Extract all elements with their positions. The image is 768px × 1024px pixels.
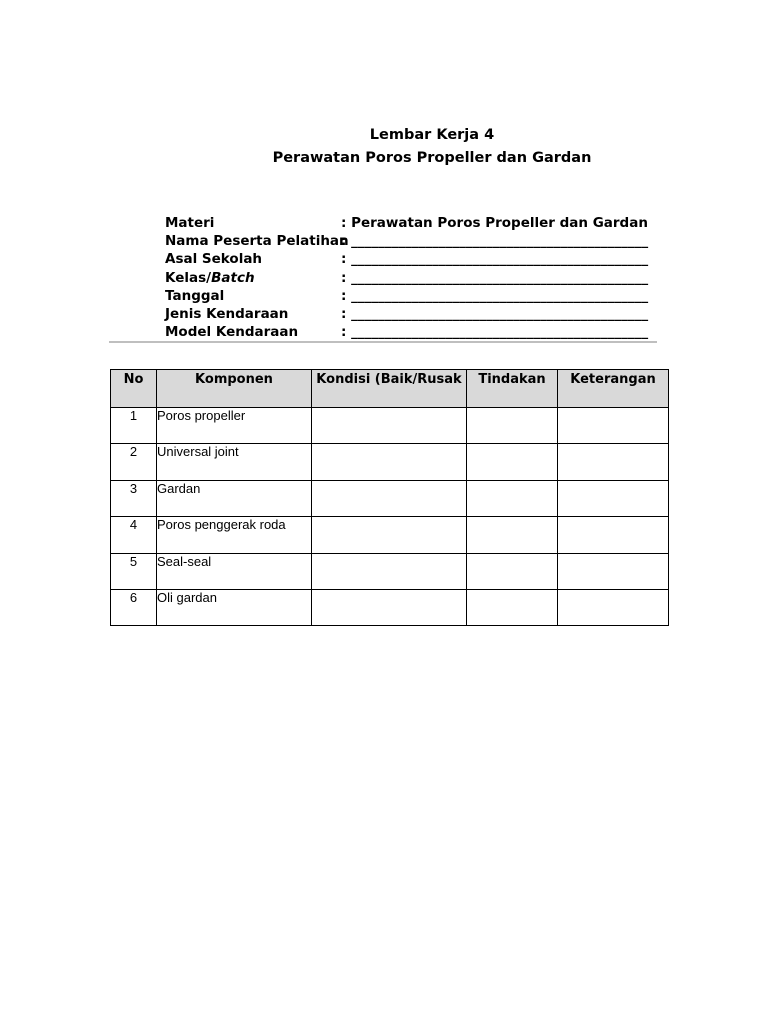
worksheet-title <box>0 124 768 170</box>
cell-tindakan-blank[interactable] <box>467 553 558 589</box>
inspection-table <box>110 369 669 626</box>
cell-keterangan-blank[interactable] <box>558 553 669 589</box>
field-label: Jenis Kendaraan <box>165 305 289 322</box>
cell-kondisi-blank[interactable] <box>312 553 467 589</box>
field-blank-line: : ____________________________________________ <box>341 324 649 341</box>
cell-no: 4 <box>111 517 157 553</box>
field-asal-sekolah <box>165 250 648 268</box>
column-header-kondisi: Kondisi (Baik/Rusak <box>312 370 467 408</box>
table-row <box>111 444 669 480</box>
horizontal-divider <box>109 341 657 343</box>
cell-kondisi-blank[interactable] <box>312 589 467 625</box>
cell-no: 5 <box>111 553 157 589</box>
table-row <box>111 517 669 553</box>
field-value: : Perawatan Poros Propeller dan Gardan <box>341 215 648 231</box>
cell-no: 1 <box>111 408 157 444</box>
field-blank-line: : ____________________________________________ <box>341 269 649 286</box>
field-label: Asal Sekolah <box>165 251 263 268</box>
cell-komponen: Seal-seal <box>157 553 312 589</box>
field-blank-line: : ____________________________________________ <box>341 305 649 322</box>
cell-komponen: Universal joint <box>157 444 312 480</box>
field-blank-line: : ____________________________________________ <box>341 233 649 250</box>
cell-keterangan-blank[interactable] <box>558 408 669 444</box>
cell-keterangan-blank[interactable] <box>558 589 669 625</box>
table-row <box>111 480 669 516</box>
cell-keterangan-blank[interactable] <box>558 480 669 516</box>
field-label: Model Kendaraan <box>165 324 299 341</box>
table-row <box>111 408 669 444</box>
cell-tindakan-blank[interactable] <box>467 444 558 480</box>
cell-komponen: Poros penggerak roda <box>157 517 312 553</box>
field-label <box>165 269 341 287</box>
cell-tindakan-blank[interactable] <box>467 517 558 553</box>
cell-no: 6 <box>111 589 157 625</box>
field-blank-line: : ____________________________________________ <box>341 287 649 304</box>
field-label-plain: Kelas/ <box>165 269 212 286</box>
cell-keterangan-blank[interactable] <box>558 444 669 480</box>
cell-kondisi-blank[interactable] <box>312 480 467 516</box>
cell-kondisi-blank[interactable] <box>312 444 467 480</box>
field-nama-peserta <box>165 232 648 250</box>
field-label: Materi <box>165 215 215 231</box>
field-label-italic: Batch <box>211 269 255 286</box>
cell-tindakan-blank[interactable] <box>467 408 558 444</box>
field-jenis-kendaraan <box>165 305 648 323</box>
column-header-no: No <box>111 370 157 408</box>
field-label: Tanggal <box>165 287 225 304</box>
column-header-keterangan: Keterangan <box>558 370 669 408</box>
worksheet-title-line2: Perawatan Poros Propeller dan Gardan <box>272 150 592 166</box>
field-tanggal <box>165 287 648 305</box>
cell-no: 3 <box>111 480 157 516</box>
column-header-tindakan: Tindakan <box>467 370 558 408</box>
cell-kondisi-blank[interactable] <box>312 408 467 444</box>
cell-no: 2 <box>111 444 157 480</box>
cell-komponen: Gardan <box>157 480 312 516</box>
field-materi <box>165 214 648 232</box>
field-label: Nama Peserta Pelatihan <box>165 233 349 250</box>
table-row <box>111 553 669 589</box>
table-header-row <box>111 370 669 408</box>
cell-kondisi-blank[interactable] <box>312 517 467 553</box>
cell-keterangan-blank[interactable] <box>558 517 669 553</box>
field-kelas-batch <box>165 269 648 287</box>
field-blank-line: : ____________________________________________ <box>341 251 649 268</box>
field-model-kendaraan <box>165 323 648 341</box>
cell-tindakan-blank[interactable] <box>467 589 558 625</box>
cell-komponen: Poros propeller <box>157 408 312 444</box>
column-header-komponen: Komponen <box>157 370 312 408</box>
worksheet-title-line1: Lembar Kerja 4 <box>369 127 495 143</box>
cell-tindakan-blank[interactable] <box>467 480 558 516</box>
cell-komponen: Oli gardan <box>157 589 312 625</box>
table-row <box>111 589 669 625</box>
worksheet-info-fields <box>165 214 648 341</box>
